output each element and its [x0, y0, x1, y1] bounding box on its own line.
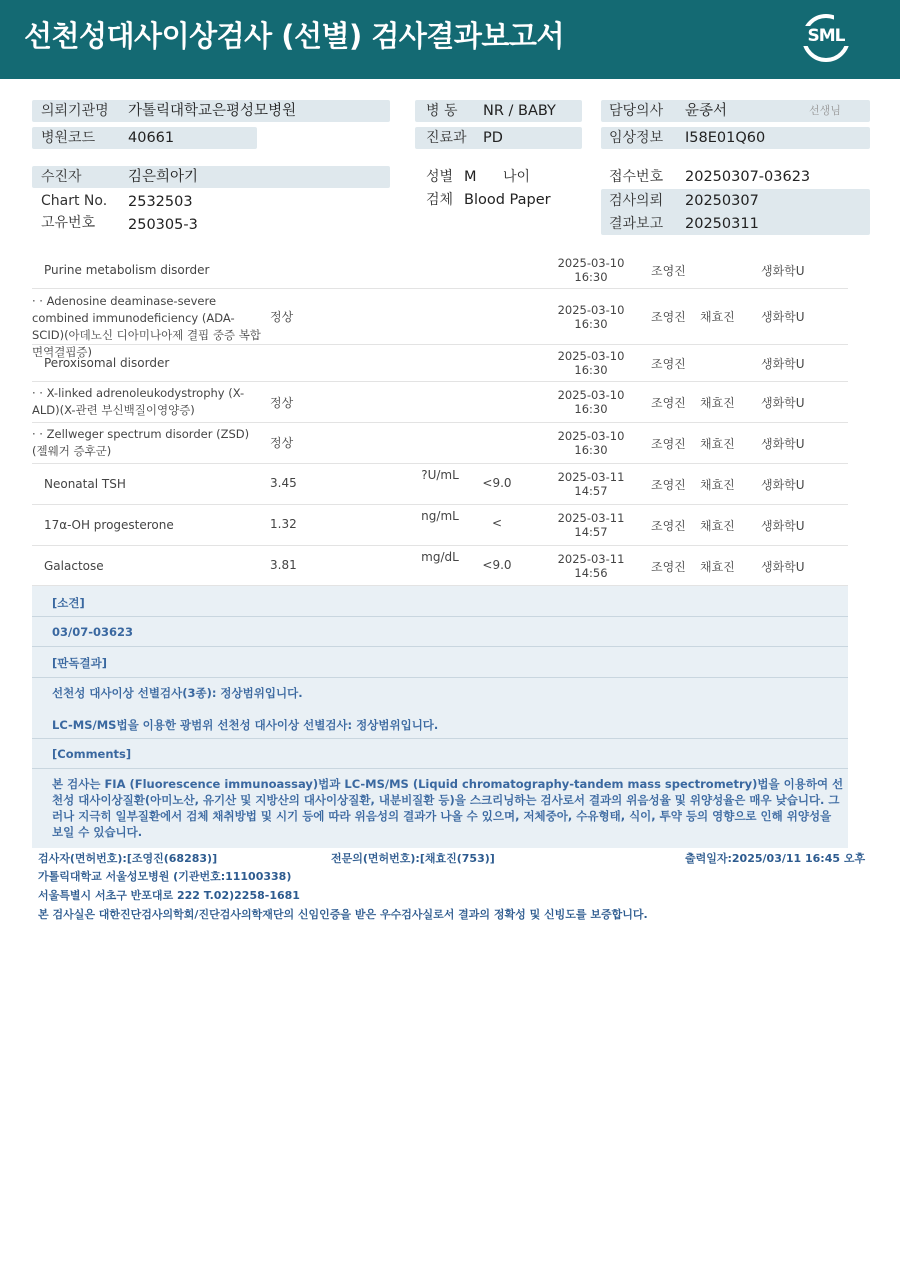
result-time: 14:56 [574, 566, 608, 580]
ward-value: NR / BABY [483, 103, 556, 119]
result-datetime [552, 470, 630, 498]
result-value: 정상 [270, 310, 294, 324]
table-row [32, 505, 848, 546]
result-value: 3.81 [270, 558, 297, 572]
chart-label: Chart No. [41, 193, 108, 209]
table-row [32, 345, 848, 382]
unique-value: 250305-3 [128, 217, 198, 233]
ward-row [415, 100, 582, 122]
sex-label: 성별 [426, 169, 454, 185]
age-label: 나이 [503, 169, 531, 185]
clinical-row [601, 127, 870, 149]
sex-value: M [464, 169, 477, 185]
result-datetime [552, 349, 630, 377]
result-datetime [552, 552, 630, 580]
result-unit: mg/dL [421, 550, 459, 564]
table-row [32, 464, 848, 505]
examiner: 조영진 [651, 478, 686, 492]
patient-label: 수진자 [41, 169, 82, 185]
examiner: 조영진 [651, 264, 686, 278]
print-date: 출력일자:2025/03/11 16:45 오후 [685, 852, 866, 865]
result-time: 16:30 [574, 270, 608, 284]
result-date: 2025-03-10 [557, 256, 625, 270]
patient-value: 김은희아기 [128, 169, 199, 185]
hospital-code-row [32, 127, 257, 149]
test-name: 17α-OH progesterone [44, 518, 174, 532]
result-time: 16:30 [574, 402, 608, 416]
unique-label: 고유번호 [41, 215, 96, 231]
table-row [32, 251, 848, 289]
report-title: 선천성대사이상검사 (선별) 검사결과보고서 [24, 19, 564, 53]
opinion-heading: [소견] [52, 596, 85, 610]
request-report-block [601, 189, 870, 235]
report-header [0, 0, 900, 79]
chart-value: 2532503 [128, 194, 193, 210]
specialist: 채효진 [700, 396, 735, 410]
clinical-value: I58E01Q60 [685, 130, 766, 146]
test-name: · · X-linked adrenoleukodystrophy (X-ALD)(X-관련 부신백질이영양증) [32, 386, 245, 417]
dept-row [415, 127, 582, 149]
table-row [32, 382, 848, 423]
doctor-suffix: 선생님 [809, 104, 841, 117]
dept-value: PD [483, 130, 503, 146]
organization: 가톨릭대학교 서울성모병원 (기관번호:11100338) [38, 870, 292, 883]
examiner: 조영진 [651, 357, 686, 371]
institution-value: 가톨릭대학교은평성모병원 [128, 103, 297, 119]
result-time: 16:30 [574, 443, 608, 457]
interpretation-line-1: 선천성 대사이상 선별검사(3종): 정상범위입니다. [52, 686, 303, 700]
reference-range: <9.0 [482, 558, 512, 572]
department: 생화학U [761, 396, 805, 410]
report-value: 20250311 [685, 216, 759, 232]
table-row [32, 546, 848, 586]
doctor-label: 담당의사 [609, 103, 664, 119]
institution-row [32, 100, 390, 122]
ward-label: 병 동 [426, 103, 458, 119]
certification: 본 검사실은 대한진단검사의학회/진단검사의학재단의 신임인증을 받은 우수검사실로서 결과의 정확성 및 신빙도를 보증합니다. [38, 908, 648, 921]
examiner: 조영진 [651, 396, 686, 410]
patient-row [32, 166, 390, 188]
result-date: 2025-03-10 [557, 429, 625, 443]
reference-range: < [491, 516, 503, 530]
report-label: 결과보고 [609, 216, 664, 232]
comments-heading: [Comments] [52, 747, 132, 761]
test-name: Purine metabolism disorder [44, 263, 210, 277]
department: 생화학U [761, 519, 805, 533]
institution-label: 의뢰기관명 [41, 103, 109, 119]
opinion-text: 03/07-03623 [52, 625, 133, 639]
doctor-row [601, 100, 870, 122]
result-datetime [552, 303, 630, 331]
result-datetime [552, 256, 630, 284]
hospital-code-value: 40661 [128, 130, 175, 146]
specialist: 채효진 [700, 519, 735, 533]
test-name: Galactose [44, 559, 104, 573]
result-date: 2025-03-10 [557, 303, 625, 317]
table-row [32, 289, 848, 359]
comments-text: 본 검사는 FIA (Fluorescence immunoassay)법과 LC-MS/MS (Liquid chromatography-tandem mass spectrometry)법을 이용하여 선천성 대사이상질환(아미노산, 유기산 및 지방산의 대사이상질환, 내분비질환 등)을 스크리닝하는 검사로서 결과의 위음성율 및 위양성율은 매우 낮습니다. 그러나 지극히 일부질환에서 검체 채취방법 및 시기 등에 따라 위음성의 결과가 나올 수 있으며, 저체중아, 수유형태, 식이, 투약 등의 영향으로 인해 위양성을 보일 수 있습니다. [52, 777, 844, 839]
specialist: 채효진 [700, 437, 735, 451]
examiner: 조영진 [651, 519, 686, 533]
result-time: 14:57 [574, 484, 608, 498]
result-value: 정상 [270, 396, 294, 410]
result-date: 2025-03-11 [557, 470, 625, 484]
result-value: 정상 [270, 436, 294, 450]
test-name: · · Zellweger spectrum disorder (ZSD)(젤웨거 증후군) [32, 427, 250, 458]
interpretation-heading: [판독결과] [52, 656, 107, 670]
request-value: 20250307 [685, 193, 759, 209]
receipt-value: 20250307-03623 [685, 169, 811, 185]
department: 생화학U [761, 264, 805, 278]
examiner: 조영진 [651, 560, 686, 574]
result-unit: ?U/mL [421, 468, 459, 482]
result-datetime [552, 511, 630, 539]
result-value: 1.32 [270, 517, 297, 531]
findings-box [32, 586, 848, 848]
department: 생화학U [761, 478, 805, 492]
result-date: 2025-03-11 [557, 511, 625, 525]
result-value: 3.45 [270, 476, 297, 490]
result-datetime [552, 388, 630, 416]
result-time: 16:30 [574, 317, 608, 331]
examiner: 조영진 [651, 310, 686, 324]
hospital-code-label: 병원코드 [41, 130, 96, 146]
dept-label: 진료과 [426, 130, 467, 146]
specialist: 채효진 [700, 560, 735, 574]
address: 서울특별시 서초구 반포대로 222 T.02)2258-1681 [38, 889, 300, 902]
result-unit: ng/mL [421, 509, 459, 523]
department: 생화학U [761, 310, 805, 324]
specimen-label: 검체 [426, 192, 454, 208]
department: 생화학U [761, 560, 805, 574]
result-date: 2025-03-11 [557, 552, 625, 566]
test-name: Neonatal TSH [44, 477, 126, 491]
logo-text: SML [800, 26, 852, 46]
result-time: 14:57 [574, 525, 608, 539]
clinical-label: 임상정보 [609, 130, 664, 146]
department: 생화학U [761, 357, 805, 371]
examiner: 조영진 [651, 437, 686, 451]
specimen-value: Blood Paper [464, 192, 551, 208]
result-date: 2025-03-10 [557, 388, 625, 402]
request-label: 검사의뢰 [609, 193, 664, 209]
reference-range: <9.0 [482, 476, 512, 490]
specialist-license: 전문의(면허번호):[채효진(753)] [331, 852, 495, 865]
test-name: Peroxisomal disorder [44, 356, 170, 370]
department: 생화학U [761, 437, 805, 451]
sml-logo [800, 12, 852, 64]
doctor-value: 윤종서 [685, 103, 728, 119]
specialist: 채효진 [700, 478, 735, 492]
result-date: 2025-03-10 [557, 349, 625, 363]
receipt-label: 접수번호 [609, 169, 664, 185]
examiner-license: 검사자(면허번호):[조영진(68283)] [38, 852, 218, 865]
test-name: · · Adenosine deaminase-severe combined immunodeficiency (ADA-SCID)(아데노신 디아미나아제 결핍 중증 복합면역결핍증) [32, 294, 261, 359]
result-datetime [552, 429, 630, 457]
specialist: 채효진 [700, 310, 735, 324]
table-row [32, 423, 848, 464]
result-time: 16:30 [574, 363, 608, 377]
interpretation-line-2: LC-MS/MS법을 이용한 광범위 선천성 대사이상 선별검사: 정상범위입니다. [52, 718, 439, 732]
